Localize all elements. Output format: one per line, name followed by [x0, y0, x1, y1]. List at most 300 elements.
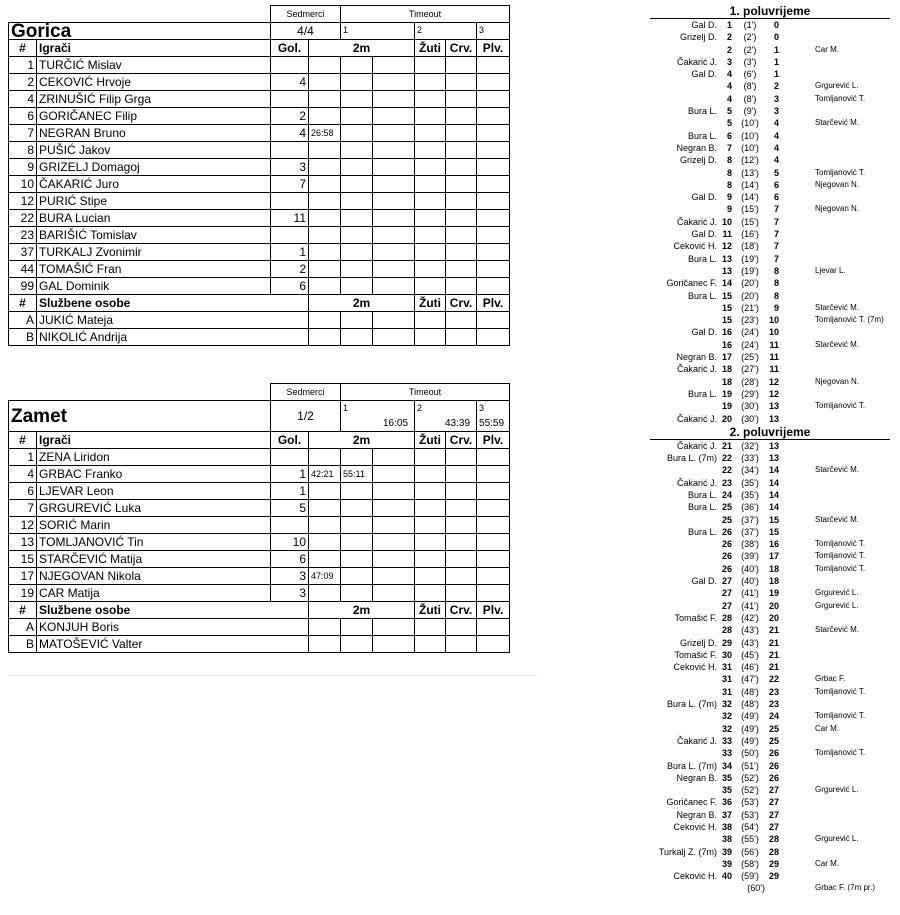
red-card	[446, 244, 477, 261]
blue-card	[477, 568, 510, 585]
yellow-card	[415, 142, 446, 159]
suspension-2	[341, 329, 373, 346]
red-card	[446, 312, 477, 329]
suspension-2	[341, 193, 373, 210]
goal-event	[650, 550, 900, 562]
goal-event	[650, 452, 900, 464]
player-number: 12	[9, 193, 37, 210]
suspension-1	[309, 619, 341, 636]
scorer-home: Gal D.	[691, 327, 717, 338]
goal-event	[650, 388, 900, 400]
blue-card	[477, 517, 510, 534]
blue-card	[477, 636, 510, 653]
goal-event	[650, 314, 900, 326]
player-goals	[271, 227, 309, 244]
player-name: NJEGOVAN Nikola	[37, 568, 271, 585]
player-number: 99	[9, 278, 37, 295]
officials-header	[9, 602, 510, 619]
score-away: 1	[773, 69, 779, 80]
goal-event	[650, 440, 900, 452]
score-home: 5	[726, 106, 732, 117]
score-home: 35	[721, 785, 732, 796]
score-home: 25	[721, 502, 732, 513]
event-minute: (20')	[741, 290, 759, 301]
score-home: 26	[721, 539, 732, 550]
player-name: TOMLJANOVIĆ Tin	[37, 534, 271, 551]
score-home: 14	[721, 278, 732, 289]
player-number: 19	[9, 585, 37, 602]
goal-event	[650, 784, 900, 796]
suspension-3	[373, 261, 415, 278]
event-minute: (24')	[741, 327, 759, 338]
yellow-card	[415, 244, 446, 261]
goal-event	[650, 723, 900, 735]
timeout-number: 3	[479, 403, 485, 413]
col-goals: Gol.	[271, 432, 309, 449]
goal-event	[650, 142, 900, 154]
col-players: Igrači	[37, 40, 271, 57]
event-minute: (48')	[741, 699, 759, 710]
team-sheet	[8, 5, 510, 346]
player-number: 4	[9, 466, 37, 483]
player-number: 9	[9, 159, 37, 176]
suspension-2	[341, 227, 373, 244]
scorer-away: Starčević M.	[815, 514, 860, 524]
player-row	[9, 193, 510, 210]
red-card	[446, 210, 477, 227]
red-card	[446, 74, 477, 91]
score-home: 7	[726, 142, 732, 153]
player-name: GORIČANEC Filip	[37, 108, 271, 125]
suspension-1: 26:58	[309, 125, 341, 142]
score-away: 21	[768, 625, 779, 636]
blue-card	[477, 619, 510, 636]
event-minute: (59')	[741, 871, 759, 882]
suspension-2	[341, 500, 373, 517]
score-home: 31	[721, 662, 732, 673]
goal-event	[650, 56, 900, 68]
score-home: 21	[721, 440, 732, 451]
score-away: 25	[768, 723, 779, 734]
player-goals: 4	[271, 74, 309, 91]
event-minute: (37')	[741, 526, 759, 537]
score-home: 12	[721, 241, 732, 252]
yellow-card	[415, 483, 446, 500]
yellow-card	[415, 227, 446, 244]
player-goals	[271, 517, 309, 534]
player-name: ČAKARIĆ Juro	[37, 176, 271, 193]
red-card	[446, 261, 477, 278]
suspension-1: 42:21	[309, 466, 341, 483]
event-minute: (56')	[741, 846, 759, 857]
scorer-home: Bura L.	[687, 388, 717, 399]
scorer-home: Grizelj D.	[679, 32, 717, 43]
scorer-home: Bura L.	[687, 253, 717, 264]
suspension-1	[309, 483, 341, 500]
goal-event	[650, 105, 900, 117]
goal-event	[650, 351, 900, 363]
suspension-3	[373, 449, 415, 466]
event-minute: (2')	[743, 32, 757, 43]
scorer-home: Tomašić F.	[674, 612, 717, 623]
player-row	[9, 466, 510, 483]
score-away: 12	[768, 376, 779, 387]
col-red: Crv.	[446, 295, 477, 312]
suspension-1	[309, 91, 341, 108]
yellow-card	[415, 125, 446, 142]
score-away: 28	[768, 846, 779, 857]
score-away: 27	[768, 785, 779, 796]
players-header	[9, 40, 510, 57]
player-goals: 3	[271, 568, 309, 585]
score-home: 28	[721, 625, 732, 636]
col-two-min: 2m	[309, 432, 415, 449]
score-away: 16	[768, 539, 779, 550]
team-name: Zamet	[9, 401, 271, 432]
player-goals: 5	[271, 500, 309, 517]
player-row	[9, 210, 510, 227]
score-home: 35	[721, 772, 732, 783]
score-home: 38	[721, 822, 732, 832]
col-yellow: Žuti	[415, 432, 446, 449]
goal-event	[650, 747, 900, 759]
goal-event	[650, 117, 900, 129]
score-home: 37	[721, 809, 732, 820]
player-row	[9, 261, 510, 278]
goal-event	[650, 624, 900, 636]
red-card	[446, 517, 477, 534]
final-note	[650, 882, 900, 894]
yellow-card	[415, 261, 446, 278]
suspension-2	[341, 636, 373, 653]
score-away: 20	[768, 612, 779, 623]
event-minute: (12')	[741, 155, 759, 166]
score-away: 1	[773, 44, 779, 55]
player-row	[9, 449, 510, 466]
suspension-1	[309, 57, 341, 74]
score-away: 15	[768, 514, 779, 525]
score-away: 29	[768, 871, 779, 882]
score-home: 15	[721, 315, 732, 326]
event-minute: (16')	[741, 229, 759, 240]
col-red: Crv.	[446, 40, 477, 57]
player-name: GRBAC Franko	[37, 466, 271, 483]
scorer-away: Grbac F.	[815, 674, 846, 684]
event-minute: (40')	[741, 563, 759, 574]
timeout-time: 43:39	[444, 418, 471, 429]
yellow-card	[415, 312, 446, 329]
score-away: 7	[773, 216, 779, 227]
scorer-away: Njegovan N.	[815, 204, 860, 214]
player-number: 6	[9, 108, 37, 125]
suspension-3	[373, 244, 415, 261]
scorer-away: Tomljanović T.	[815, 167, 866, 177]
event-minute: (34')	[741, 465, 759, 476]
scorer-away: Tomljanović T.	[815, 563, 866, 573]
scorer-home: Čakarić J.	[676, 413, 717, 424]
player-row	[9, 483, 510, 500]
goal-event	[650, 203, 900, 215]
red-card	[446, 125, 477, 142]
score-away: 10	[768, 327, 779, 338]
team-header-row	[9, 401, 510, 432]
player-row	[9, 176, 510, 193]
final-minute: (60')	[747, 883, 765, 894]
suspension-2	[341, 449, 373, 466]
event-minute: (8')	[743, 93, 757, 104]
score-home: 32	[721, 711, 732, 722]
score-home: 18	[721, 376, 732, 387]
goal-event	[650, 649, 900, 661]
player-row	[9, 534, 510, 551]
player-goals: 1	[271, 244, 309, 261]
official-name: MATOŠEVIĆ Valter	[37, 636, 309, 653]
player-row	[9, 159, 510, 176]
score-away: 27	[768, 797, 779, 808]
event-minute: (30')	[741, 401, 759, 412]
goal-event	[650, 710, 900, 722]
official-row	[9, 636, 510, 653]
score-away: 23	[768, 699, 779, 710]
player-goals	[271, 57, 309, 74]
score-away: 9	[773, 302, 779, 313]
team-table-zamet	[8, 383, 505, 653]
event-minute: (35')	[741, 489, 759, 500]
goal-event	[650, 253, 900, 265]
score-home: 34	[721, 760, 732, 771]
sheet-top-labels	[9, 6, 510, 23]
yellow-card	[415, 568, 446, 585]
goal-event	[650, 735, 900, 747]
goal-event	[650, 489, 900, 501]
scorer-home: Bura L.	[687, 290, 717, 301]
scorer-home: Ceković H.	[673, 871, 717, 882]
official-letter: A	[9, 312, 37, 329]
scorer-away: Tomljanović T.	[815, 748, 866, 758]
score-home: 27	[721, 588, 732, 599]
score-home: 9	[726, 192, 732, 203]
player-goals: 6	[271, 278, 309, 295]
goal-event	[650, 760, 900, 772]
goal-event	[650, 216, 900, 228]
goal-event	[650, 796, 900, 808]
blue-card	[477, 193, 510, 210]
score-away: 0	[773, 32, 779, 43]
player-row	[9, 585, 510, 602]
event-minute: (46')	[741, 662, 759, 673]
scorer-home: Čakarić J.	[676, 216, 717, 227]
blue-card	[477, 227, 510, 244]
scorer-away: Tomljanović T.	[815, 551, 866, 561]
official-letter: B	[9, 329, 37, 346]
suspension-2	[341, 619, 373, 636]
score-away: 19	[768, 588, 779, 599]
score-away: 23	[768, 686, 779, 697]
event-minute: (14')	[741, 192, 759, 203]
event-minute: (38')	[741, 539, 759, 550]
event-minute: (23')	[741, 315, 759, 326]
event-minute: (35')	[741, 477, 759, 488]
score-away: 4	[773, 130, 779, 141]
event-minute: (53')	[741, 809, 759, 820]
score-away: 17	[768, 551, 779, 562]
yellow-card	[415, 159, 446, 176]
timeout-number: 3	[479, 25, 485, 35]
timeout-2	[415, 401, 477, 432]
player-number: 1	[9, 57, 37, 74]
score-away: 14	[768, 465, 779, 476]
suspension-1	[309, 108, 341, 125]
goal-event	[650, 563, 900, 575]
score-home: 2	[726, 32, 732, 43]
player-number: 23	[9, 227, 37, 244]
suspension-3	[373, 312, 415, 329]
scorer-home: Čakarić J.	[676, 477, 717, 488]
suspension-1	[309, 227, 341, 244]
yellow-card	[415, 619, 446, 636]
suspension-3	[373, 176, 415, 193]
blue-card	[477, 585, 510, 602]
goal-event	[650, 698, 900, 710]
event-minute: (51')	[741, 760, 759, 771]
suspension-1	[309, 312, 341, 329]
yellow-card	[415, 636, 446, 653]
player-row	[9, 568, 510, 585]
goal-event	[650, 277, 900, 289]
sedmerci-score: 1/2	[271, 401, 341, 432]
timeout-1	[341, 401, 415, 432]
sedmerci-label: Sedmerci	[271, 6, 341, 23]
yellow-card	[415, 517, 446, 534]
score-home: 10	[721, 216, 732, 227]
event-minute: (32')	[741, 440, 759, 451]
player-goals: 3	[271, 159, 309, 176]
event-minute: (48')	[741, 686, 759, 697]
red-card	[446, 483, 477, 500]
score-home: 39	[721, 846, 732, 857]
score-away: 28	[768, 834, 779, 845]
blue-card	[477, 176, 510, 193]
score-home: 13	[721, 265, 732, 276]
blue-card	[477, 74, 510, 91]
score-home: 19	[721, 388, 732, 399]
player-name: TURKALJ Zvonimir	[37, 244, 271, 261]
score-away: 21	[768, 637, 779, 648]
blue-card	[477, 57, 510, 74]
score-away: 29	[768, 858, 779, 869]
sheet-top-labels	[9, 384, 510, 401]
player-name: CAR Matija	[37, 585, 271, 602]
player-goals: 4	[271, 125, 309, 142]
player-row	[9, 244, 510, 261]
scorer-away: Car M.	[815, 723, 839, 733]
goal-event	[650, 376, 900, 388]
goal-event	[650, 575, 900, 587]
scorer-away: Starčević M.	[815, 625, 860, 635]
score-home: 26	[721, 551, 732, 562]
event-minute: (30')	[741, 413, 759, 424]
goal-event	[650, 179, 900, 191]
play-by-play-log	[650, 4, 900, 895]
score-home: 36	[721, 797, 732, 808]
timeout-number: 1	[343, 25, 349, 35]
red-card	[446, 57, 477, 74]
score-away: 3	[773, 93, 779, 104]
player-goals: 3	[271, 585, 309, 602]
suspension-3	[373, 74, 415, 91]
goal-event	[650, 501, 900, 513]
col-red: Crv.	[446, 432, 477, 449]
score-home: 33	[721, 748, 732, 759]
red-card	[446, 142, 477, 159]
official-name: JUKIĆ Mateja	[37, 312, 309, 329]
suspension-2	[341, 125, 373, 142]
event-minute: (40')	[741, 576, 759, 587]
score-home: 16	[721, 339, 732, 350]
score-home: 32	[721, 699, 732, 710]
scorer-home: Bura L.	[687, 130, 717, 141]
red-card	[446, 108, 477, 125]
suspension-3	[373, 619, 415, 636]
player-name: ZRINUŠIĆ Filip Grga	[37, 91, 271, 108]
player-number: 44	[9, 261, 37, 278]
red-card	[446, 585, 477, 602]
event-minute: (42')	[741, 612, 759, 623]
goal-event	[650, 464, 900, 476]
suspension-3	[373, 568, 415, 585]
suspension-3	[373, 329, 415, 346]
suspension-3	[373, 517, 415, 534]
col-number: #	[9, 432, 37, 449]
goal-event	[650, 191, 900, 203]
scorer-home: Gal D.	[691, 192, 717, 203]
score-away: 7	[773, 204, 779, 215]
player-number: 10	[9, 176, 37, 193]
player-goals	[271, 449, 309, 466]
score-away: 13	[768, 453, 779, 464]
goal-event	[650, 302, 900, 314]
player-row	[9, 74, 510, 91]
player-name: NEGRAN Bruno	[37, 125, 271, 142]
divider	[8, 675, 538, 676]
red-card	[446, 329, 477, 346]
score-away: 4	[773, 118, 779, 129]
score-away: 3	[773, 106, 779, 117]
blue-card	[477, 466, 510, 483]
half-title: 2. poluvrijeme	[650, 425, 890, 440]
score-away: 27	[768, 822, 779, 832]
goal-event	[650, 846, 900, 858]
suspension-3	[373, 142, 415, 159]
event-minute: (27')	[741, 364, 759, 375]
goal-event	[650, 538, 900, 550]
scorer-away: Ljevar L.	[815, 265, 846, 275]
goal-event	[650, 809, 900, 821]
suspension-2	[341, 483, 373, 500]
suspension-3	[373, 108, 415, 125]
official-letter: A	[9, 619, 37, 636]
scorer-home: Turkalj Z. (7m)	[658, 846, 717, 857]
team-table-gorica	[8, 5, 504, 346]
score-home: 18	[721, 364, 732, 375]
score-away: 13	[768, 413, 779, 424]
score-home: 26	[721, 563, 732, 574]
player-goals	[271, 91, 309, 108]
yellow-card	[415, 57, 446, 74]
suspension-3	[373, 91, 415, 108]
col-goals: Gol.	[271, 40, 309, 57]
yellow-card	[415, 210, 446, 227]
